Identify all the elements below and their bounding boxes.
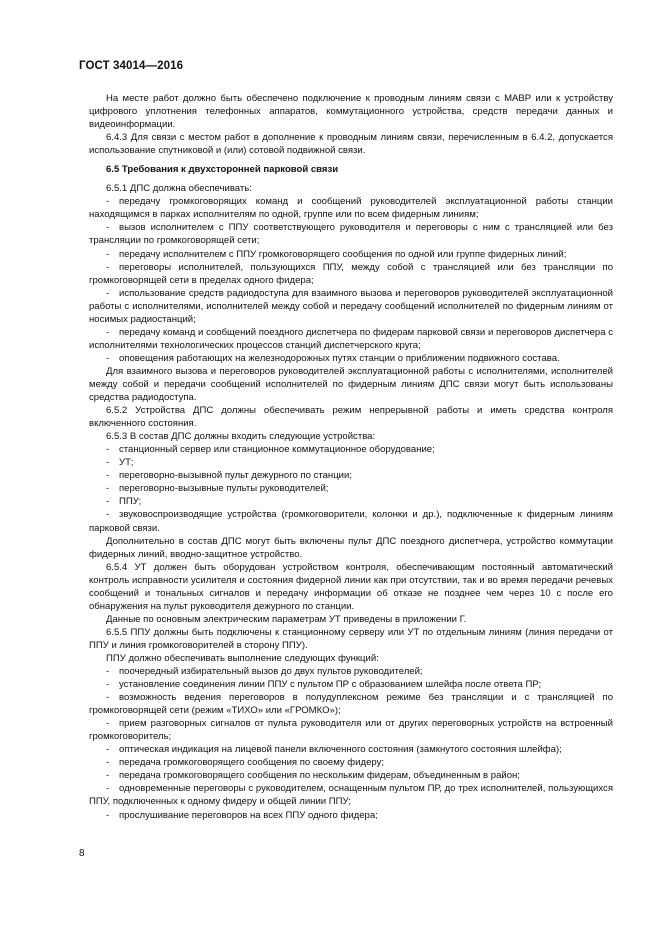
list-item bbox=[89, 482, 613, 495]
list-item-text: установление соединения линии ППУ с пультом ПР с образованием шлейфа после ответа ПР; bbox=[119, 679, 542, 691]
list-item-text: оптическая индикация на лицевой панели включенного состояния (замкнутого состояния шлейфа); bbox=[119, 744, 562, 756]
list-item-text: УТ; bbox=[119, 457, 134, 469]
list-item bbox=[89, 717, 613, 743]
paragraph: 6.5.3 В состав ДПС должны входить следующие устройства: bbox=[106, 431, 376, 443]
list-dash: - bbox=[106, 326, 110, 338]
document-body bbox=[89, 92, 613, 822]
list-item-text: оповещения работающих на железнодорожных путях станции о приближении подвижного состава. bbox=[119, 352, 560, 364]
list-item bbox=[89, 809, 613, 822]
list-dash: - bbox=[106, 483, 110, 495]
list-item-text: прослушивание переговоров на всех ППУ одного фидера; bbox=[119, 809, 378, 821]
list-item-text: использование средств радиодоступа для взаимного вызова и переговоров руководителей эксплуатационной работы с исполнителями, исполнителей между собой и передачу сообщений исполнителей по фидерным линиям от носимых радиостанций; bbox=[89, 287, 613, 325]
list-dash: - bbox=[106, 457, 110, 469]
list-item-text: переговоры исполнителей, пользующихся ППУ, между собой с трансляцией или без трансляции по громкоговорящей сети в пределах одного фидера; bbox=[89, 261, 613, 286]
list-dash: - bbox=[106, 770, 110, 782]
list-item bbox=[89, 756, 613, 769]
list-item bbox=[89, 769, 613, 782]
list-item-text: передачу команд и сообщений поездного диспетчера по фидерам парковой связи и переговоров диспетчера с исполнителями технологических процессов станций диспетчерского круга; bbox=[89, 326, 613, 351]
list-dash: - bbox=[106, 470, 110, 482]
list-item-text: передача громкоговорящего сообщения по нескольким фидерам, объединенным в район; bbox=[119, 770, 520, 782]
list-item-text: передачу громкоговорящих команд и сообщений руководителей эксплуатационной работы станции находящимся в парках исполнителям по одной, группе или по всем фидерным линиям; bbox=[89, 196, 613, 221]
list-item-text: передачу исполнителем с ППУ громкоговорящего сообщения по одной или группе фидерных линий; bbox=[119, 248, 567, 260]
list-dash: - bbox=[106, 679, 110, 691]
document-header: ГОСТ 34014—2016 bbox=[79, 60, 184, 72]
page-number: 8 bbox=[79, 848, 85, 859]
list-item bbox=[89, 326, 613, 352]
paragraph: 6.5.2 Устройства ДПС должны обеспечивать режим непрерывной работы и иметь средства контроля включенного состояния. bbox=[89, 405, 613, 430]
paragraph: Для взаимного вызова и переговоров руководителей эксплуатационной работы с исполнителями, исполнителей между собой и передачи сообщений исполнителей по фидерным линиям ДПС связи могут быть использованы средства радиодоступа. bbox=[89, 365, 613, 404]
list-item bbox=[89, 443, 613, 456]
list-item bbox=[89, 469, 613, 482]
list-item-text: переговорно-вызывной пульт дежурного по станции; bbox=[119, 470, 352, 482]
list-item-text: возможность ведения переговоров в полудуплексном режиме без трансляции и с трансляцией по громкоговорящей сети (режим «ТИХО» или «ГРОМКО»); bbox=[89, 692, 613, 717]
list-item-text: станционный сервер или станционное коммутационное оборудование; bbox=[119, 444, 435, 456]
list-item bbox=[89, 195, 613, 221]
list-dash: - bbox=[106, 783, 110, 795]
list-item bbox=[89, 495, 613, 508]
list-dash: - bbox=[106, 718, 110, 730]
section-heading: 6.5 Требования к двухсторонней парковой связи bbox=[106, 164, 339, 176]
list-item bbox=[89, 261, 613, 287]
paragraph: Данные по основным электрическим параметрам УТ приведены в приложении Г. bbox=[106, 613, 467, 625]
paragraph: 6.5.5 ППУ должны быть подключены к станционному серверу или УТ по отдельным линиям (линия передачи от ППУ и линия громкоговорителей в сторону ППУ). bbox=[89, 626, 613, 651]
list-item-text: звуковоспроизводящие устройства (громкоговорители, колонки и др.), подключенные к фидерным линиям парковой связи. bbox=[89, 509, 613, 534]
paragraph: ППУ должно обеспечивать выполнение следующих функций: bbox=[106, 652, 379, 664]
list-item-text: прием разговорных сигналов от пульта руководителя или от других переговорных устройств на встроенный громкоговоритель; bbox=[89, 718, 613, 743]
list-item bbox=[89, 352, 613, 365]
list-item bbox=[89, 743, 613, 756]
list-item bbox=[89, 287, 613, 326]
list-item bbox=[89, 221, 613, 247]
list-dash: - bbox=[106, 222, 110, 234]
list-item bbox=[89, 691, 613, 717]
list-dash: - bbox=[106, 666, 110, 678]
list-item bbox=[89, 248, 613, 261]
list-item bbox=[89, 665, 613, 678]
list-item bbox=[89, 678, 613, 691]
list-dash: - bbox=[106, 196, 110, 208]
paragraph: 6.4.3 Для связи с местом работ в дополнение к проводным линиям связи, перечисленным в 6.4.2, допускается использование спутниковой и (или) сотовой подвижной связи. bbox=[89, 132, 613, 157]
paragraph: 6.5.4 УТ должен быть оборудован устройством контроля, обеспечивающим постоянный автоматический контроль исправности усилителя и состояния фидерной линии как при отсутствии, так и во время передачи речевых сообщений и тональных сигналов и передачу информации об отказе не позднее чем через 10 с после его обнаружения на пульт руководителя дежурного по станции. bbox=[89, 561, 613, 612]
list-item bbox=[89, 456, 613, 469]
list-item-text: переговорно-вызывные пульты руководителей; bbox=[119, 483, 329, 495]
list-dash: - bbox=[106, 248, 110, 260]
list-item bbox=[89, 782, 613, 808]
list-dash: - bbox=[106, 509, 110, 521]
list-item bbox=[89, 508, 613, 534]
list-item-text: ППУ; bbox=[119, 496, 142, 508]
list-item-text: поочередный избирательный вызов до двух пультов руководителей; bbox=[119, 666, 423, 678]
list-dash: - bbox=[106, 809, 110, 821]
list-dash: - bbox=[106, 744, 110, 756]
list-dash: - bbox=[106, 757, 110, 769]
paragraph: 6.5.1 ДПС должна обеспечивать: bbox=[106, 183, 252, 195]
list-dash: - bbox=[106, 444, 110, 456]
list-item-text: вызов исполнителем с ППУ соответствующего руководителя и переговоры с ним с трансляцией или без трансляции по громкоговорящей сети; bbox=[89, 222, 613, 247]
list-dash: - bbox=[106, 496, 110, 508]
list-dash: - bbox=[106, 692, 110, 704]
list-item-text: передача громкоговорящего сообщения по своему фидеру; bbox=[119, 757, 385, 769]
list-dash: - bbox=[106, 352, 110, 364]
list-item-text: одновременные переговоры с руководителем, оснащенным пультом ПР, до трех исполнителей, пользующихся ППУ, подключенных к одному фидеру и общей линии ППУ; bbox=[89, 783, 613, 808]
list-dash: - bbox=[106, 261, 110, 273]
list-dash: - bbox=[106, 287, 110, 299]
paragraph: Дополнительно в состав ДПС могут быть включены пульт ДПС поездного диспетчера, устройство коммутации фидерных линий, вводно-защитное устройство. bbox=[89, 535, 613, 560]
paragraph: На месте работ должно быть обеспечено подключение к проводным линиям связи с МАВР или к устройству цифрового уплотнения телефонных аппаратов, коммутационного устройства, средств передачи данных и видеоинформации. bbox=[89, 93, 613, 131]
